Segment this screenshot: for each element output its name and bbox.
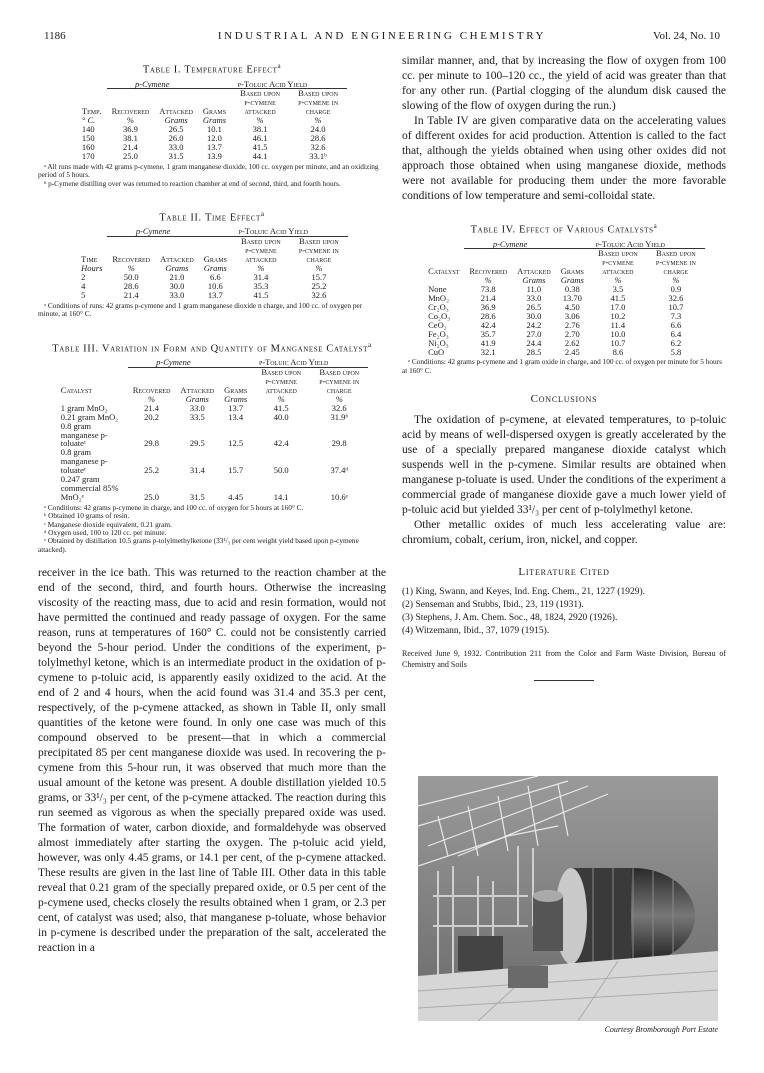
figure-credit: Courtesy Bromborough Port Estate	[604, 1025, 718, 1034]
table-footnote: ᵈ Oxygen used, 100 to 120 cc. per minute.	[44, 528, 167, 538]
data-table	[77, 80, 347, 161]
table-cell: 1 gram MnO₂	[60, 402, 108, 413]
table-cell: 36.9	[122, 124, 138, 135]
unit-cell: Grams	[164, 115, 188, 126]
cymene-group-label: p-Cymene	[107, 80, 198, 89]
table-cell: 50.0	[273, 465, 289, 476]
table-cell: 170	[81, 150, 95, 161]
plant-photograph-image	[418, 776, 718, 1021]
table-cell: 26.5	[168, 124, 184, 135]
table-1-block	[38, 62, 386, 188]
table-footnotes	[38, 302, 386, 319]
table-cell: 26.5	[526, 301, 542, 312]
table-cell: 27.0	[526, 328, 542, 339]
column-header: Grams	[202, 106, 227, 117]
table-cell: 28.6	[310, 133, 326, 144]
table-caption-number: Table II.	[159, 212, 202, 224]
column-header: Based upon p-cymene in charge	[298, 88, 339, 117]
table-cell: 0.38	[564, 284, 580, 295]
table-cell: 21.4	[123, 289, 139, 300]
table-cell: 28.6	[123, 281, 139, 291]
running-header	[44, 30, 720, 46]
table-caption-title: Time Effect	[204, 212, 261, 224]
table-cell: 33.0	[169, 289, 185, 300]
yield-group-label: p-Toluic Acid Yield	[556, 240, 705, 249]
table-cell: 38.1	[122, 133, 138, 144]
unit-cell: %	[277, 393, 285, 404]
table-cell: 10.2	[610, 310, 626, 321]
table-cell: 35.3	[253, 281, 269, 291]
table-cell: 6.6	[209, 272, 221, 283]
unit-cell: %	[127, 263, 135, 274]
column-header: Based upon p-cymene attacked	[240, 88, 280, 117]
table-cell: Fe₂O₃	[428, 328, 449, 339]
table-cell: 29.8	[331, 438, 347, 449]
table-row	[423, 303, 705, 312]
table-footnote: ᵃ All runs made with 42 grams p-cymene, 1 gram manganese dioxide, 100 cc. oxygen per minute, and an oxidizing period of 5 hours.	[38, 161, 379, 180]
table-cell: 31.9ᵇ	[330, 411, 348, 422]
table-caption	[402, 222, 726, 236]
table-cell: MnO₂	[428, 293, 450, 304]
table-cell: 29.8	[144, 438, 160, 449]
table-cell: 0.9	[670, 284, 682, 295]
table-row	[423, 348, 705, 357]
body-paragraph: In Table IV are given comparative data on the accelerating values of different oxides for acid production. Attention is called to the fact that, although the yields obtained when using other oxides did not approach those obtained when using manganese dioxide, methods were not available for producing them under the more favorable conditions of low temperature and semi-colloidal state.	[402, 115, 726, 202]
yield-group-label: p-Toluic Acid Yield	[198, 80, 347, 89]
reference-item: (3) Stephens, J. Am. Chem. Soc., 48, 1824, 2920 (1926).	[402, 613, 618, 624]
table-row	[77, 152, 347, 161]
table-column-header	[423, 249, 705, 276]
table-cell: 3.06	[564, 310, 580, 321]
table-cell: 0.8 gram manganese p-toluateᶜ	[60, 447, 108, 476]
table-cell: 21.4	[144, 402, 160, 413]
table-column-header	[77, 89, 347, 116]
cymene-group-label: p-Cymene	[107, 227, 198, 236]
table-caption	[38, 341, 386, 355]
unit-cell: Grams	[522, 275, 546, 286]
table-cell: 2.76	[564, 319, 580, 330]
left-column	[38, 54, 386, 956]
table-cell: 4.50	[564, 301, 580, 312]
table-cell: 33.1ᵇ	[309, 150, 327, 161]
table-cell: 41.5	[273, 402, 289, 413]
unit-cell: %	[315, 263, 323, 274]
table-caption-title: Temperature Effect	[184, 64, 278, 76]
body-paragraph: receiver in the ice bath. This was returned to the reaction chamber at the end of the second, third, and fourth hours. Otherwise the increasing viscosity of the reacting mass, due to acid and resin formation, would not have permitted the continued and ready passage of oxygen. For the same reason, runs at temperatures of 160° C. could not be consistently carried beyond the 5-hour period. Under the conditions of the experiment, p-tolylmethyl ketone, which is an intermediate product in the oxidation of p-cymene to p-toluic acid, is apparently easily oxidized to the acid. At the end of 2 and 4 hours, when the acid found was 31.4 and 35.3 per cent, respectively, of the p-cymene attacked, as shown in Table II, only small quantities of the ketone were found. In only one case was much of this compound observed to be present—that in which a commercial precipitated 85 per cent manganese dioxide was used. In recovering the p-cymene from this 5-hour run, it was observed that much more than the usual amount of the ketone was present. A double distillation yielded 10.5 grams, or 33¹/₃ per cent, of the p-cymene attacked. The reaction during this run seemed as vigorous as when the specially prepared oxide was used. The formation of water, carbon dioxide, and formaldehyde was observed almost immediately after starting the oxygen. The p-toluic acid yield, however, was only 4.45 grams, or 14.1 per cent, of the p-cymene attacked. These results are given in the last line of Table III. Other data in this table reveal that 0.21 gram of the specially prepared oxide, or 0.5 per cent of the p-cymene used, checks closely the results obtained when 1 gram, or 2.3 per cent, of catalyst was used; also, that manganese p-toluate, whose behavior in p-cymene is described under the preparation of the salt, accelerated the reaction in a	[38, 567, 386, 955]
table-cell: 5	[81, 289, 86, 300]
table-cell: 15.7	[228, 465, 244, 476]
table-cell: 11.0	[526, 284, 542, 295]
table-row	[56, 448, 368, 475]
table-footnote: ᵇ p-Cymene distilling over was returned to reaction chamber at end of second, third, and fourth hours.	[44, 178, 341, 188]
table-cell: 13.70	[562, 293, 582, 304]
table-cell: 17.0	[610, 301, 626, 312]
table-cell: 6.4	[670, 328, 682, 339]
table-cell: 33.5	[189, 411, 205, 422]
left-body-text	[38, 566, 386, 956]
table-cell: 10.1	[207, 124, 222, 135]
column-header: Attacked	[517, 266, 551, 277]
column-header: Attacked	[160, 254, 194, 265]
page-number: 1186	[44, 30, 66, 42]
table-cell: 40.0	[273, 411, 289, 422]
table-cell: 41.5	[610, 293, 626, 304]
column-header: Recovered	[111, 106, 150, 117]
table-cell: 31.5	[189, 491, 205, 502]
table-cell: 35.7	[480, 328, 496, 339]
table-cell: 38.1	[252, 124, 268, 135]
table-footnotes	[402, 358, 726, 375]
unit-cell: %	[126, 115, 134, 126]
table-cell: 6.6	[670, 319, 682, 330]
unit-cell: Grams	[203, 263, 227, 274]
unit-cell: Grams	[202, 115, 227, 126]
table-cell: 20.2	[144, 411, 160, 422]
table-cell: 21.4	[122, 141, 138, 152]
column-header: Catalyst	[428, 266, 460, 277]
table-caption-footnote-mark: a	[277, 62, 282, 70]
table-cell: 33.0	[189, 402, 205, 413]
table-cell: 12.0	[207, 133, 222, 144]
plant-photograph	[418, 776, 718, 1021]
table-cell: 0.247 gram commercial 85% MnO₂ᵉ	[60, 474, 119, 502]
table-cell: 41.5	[253, 289, 269, 300]
reference-item: (1) King, Swann, and Keyes, Ind. Eng. Chem., 21, 1227 (1929).	[402, 587, 646, 598]
table-caption-footnote-mark: a	[368, 340, 372, 349]
table-cell: 41.5	[252, 141, 268, 152]
table-cell: 0.8 gram manganese p-toluateᶜ	[60, 420, 108, 449]
table-row	[56, 475, 368, 502]
column-header: Attacked	[180, 384, 215, 395]
data-table	[423, 240, 705, 357]
unit-cell: Hours	[81, 263, 103, 274]
unit-cell: Grams	[560, 275, 584, 286]
table-cell: None	[428, 284, 447, 295]
column-header: Temp.	[81, 106, 102, 117]
body-paragraph: similar manner, and, that by increasing the flow of oxygen from 100 cc. per minute to 100–120 cc., the yield of acid was greater than that for any other run. (Partial clogging of the alundum disk caused the slowing of the flow of oxygen during the run.)	[402, 55, 726, 112]
body-paragraph: Other metallic oxides of much less accelerating value are: chromium, cobalt, cerium, iron, nickel, and copper.	[402, 519, 726, 547]
column-header: Based upon p-cymene attacked	[597, 248, 638, 277]
yield-group-label: p-Toluic Acid Yield	[219, 358, 368, 367]
table-4-block	[402, 222, 726, 375]
column-header: Recovered	[132, 384, 171, 395]
table-caption	[38, 62, 386, 76]
table-column-header	[56, 368, 368, 395]
unit-cell: %	[148, 393, 156, 404]
unit-cell: %	[314, 115, 322, 126]
table-cell: 10.6	[207, 281, 223, 291]
table-caption-number: Table IV.	[470, 224, 516, 236]
reference-item: (4) Witzemann, Ibid., 37, 1079 (1915).	[402, 626, 550, 637]
table-cell: 46.1	[252, 133, 268, 144]
table-cell: 25.0	[122, 150, 138, 161]
table-row	[423, 321, 705, 330]
conclusions-text	[402, 413, 726, 548]
column-header: Recovered	[112, 254, 151, 265]
table-footnote: ᵇ Obtained 10 grams of resin.	[44, 511, 130, 521]
table-column-header	[76, 237, 348, 264]
table-cell: 25.2	[144, 465, 160, 476]
table-caption-footnote-mark: a	[260, 209, 265, 218]
table-cell: 10.7	[668, 301, 684, 312]
table-cell: Ni₂O₃	[428, 337, 449, 348]
table-caption-number: Table III.	[52, 343, 99, 355]
table-row	[56, 413, 368, 422]
table-cell: 29.5	[189, 438, 205, 449]
table-cell: 42.4	[480, 319, 496, 330]
unit-cell: %	[256, 115, 264, 126]
reference-list	[402, 586, 726, 638]
table-cell: 10.6ᵉ	[330, 491, 348, 502]
table-footnotes	[38, 504, 386, 554]
table-cell: 33.0	[526, 293, 542, 304]
table-cell: 30.0	[169, 281, 185, 291]
table-footnote: ᵉ Obtained by distillation 10.5 grams p-tolylmethylketone (33¹/₃ per cent weight yield based upon p-cymene attacked).	[38, 536, 359, 554]
data-table	[76, 227, 348, 299]
conclusions-heading: Conclusions	[530, 393, 598, 406]
table-caption-title: Effect of Various Catalysts	[518, 224, 654, 236]
table-caption-footnote-mark: a	[653, 222, 658, 230]
table-cell: Co₂O₃	[428, 310, 451, 321]
table-cell: 73.8	[480, 284, 496, 295]
table-cell: 5.8	[670, 346, 682, 357]
body-paragraph: The oxidation of p-cymene, at elevated temperatures, to p-toluic acid by means of well-dispersed oxygen is greatly accelerated by the use of a specially prepared manganese dioxide catalyst which suspends well in the p-cymene. Similar results are obtained when manganese p-toluate is used. Under the conditions of the experiment a commercial grade of manganese dioxide gave a much lower yield of p-toluic acid but yielded 33¹/₃ per cent of p-tolylmethyl ketone.	[402, 414, 726, 517]
table-cell: Cr₂O₃	[428, 301, 449, 312]
table-2-block	[38, 210, 386, 319]
table-cell: 31.4	[253, 272, 269, 283]
table-cell: 33.0	[168, 141, 184, 152]
table-caption-title: Variation in Form and Quantity of Manganese Catalyst	[101, 343, 369, 355]
table-caption-number: Table I.	[142, 64, 182, 76]
data-table	[56, 358, 368, 502]
right-column	[402, 54, 726, 681]
table-cell: 24.4	[526, 337, 542, 348]
journal-title: INDUSTRIAL AND ENGINEERING CHEMISTRY	[217, 30, 547, 42]
table-row	[423, 339, 705, 348]
table-cell: 24.0	[310, 124, 326, 135]
table-cell: 41.9	[480, 337, 496, 348]
table-footnotes	[38, 163, 386, 188]
table-cell: 32.6	[311, 289, 327, 300]
table-footnote: ᵃ Conditions: 42 grams p-cymene and 1 gram oxide in charge, and 100 cc. of oxygen per minute for 5 hours at 160° C.	[402, 357, 722, 375]
column-header: Grams	[224, 384, 248, 395]
table-cell: 13.7	[207, 141, 222, 152]
column-header: Based upon p-cymene in charge	[298, 236, 339, 265]
column-header: Grams	[203, 254, 227, 265]
unit-cell: %	[484, 275, 492, 286]
cymene-group-label: p-Cymene	[128, 358, 219, 367]
table-cell: 13.4	[228, 411, 244, 422]
unit-cell: Grams	[224, 393, 248, 404]
table-cell: 32.1	[480, 346, 496, 357]
table-cell: 2.62	[564, 337, 580, 348]
column-header: Based upon p-cymene attacked	[261, 367, 302, 395]
table-cell: 11.4	[610, 319, 626, 330]
table-units-row	[423, 276, 705, 285]
table-footnote: ᵃ Conditions: 42 grams p-cymene in charge, and 100 cc. of oxygen for 5 hours at 160° C.	[44, 502, 304, 512]
received-note: Received June 9, 1932. Contribution 211 from the Color and Farm Waste Division, Bureau of Chemistry and Soils	[402, 649, 726, 670]
yield-group-label: p-Toluic Acid Yield	[199, 227, 348, 236]
table-cell: 25.2	[311, 281, 327, 291]
table-cell: 2	[81, 272, 86, 283]
column-header: Time	[81, 254, 98, 265]
table-cell: 50.0	[123, 272, 139, 283]
table-cell: 10.0	[610, 328, 626, 339]
table-cell: 12.5	[228, 438, 244, 449]
right-body-text	[402, 54, 726, 204]
table-cell: 32.6	[310, 141, 326, 152]
table-row	[423, 312, 705, 321]
table-row	[423, 294, 705, 303]
table-cell: 4	[81, 281, 86, 291]
table-cell: 14.1	[273, 491, 289, 502]
table-cell: 36.9	[480, 301, 496, 312]
table-cell: 160	[81, 141, 95, 152]
divider	[534, 680, 594, 681]
table-cell: CeO₂	[428, 319, 447, 330]
table-cell: 31.4	[189, 465, 205, 476]
table-cell: 30.0	[526, 310, 542, 321]
table-cell: 32.6	[331, 402, 347, 413]
table-cell: 28.5	[526, 346, 542, 357]
unit-cell: Grams	[185, 393, 209, 404]
column-header: Recovered	[469, 266, 508, 277]
table-cell: 7.3	[670, 310, 682, 321]
table-footnote: ᶜ Manganese dioxide equivalent, 0.21 gram.	[44, 519, 172, 529]
table-cell: 28.6	[480, 310, 496, 321]
table-cell: 10.7	[610, 337, 626, 348]
table-row	[76, 291, 348, 300]
column-header: Attacked	[159, 106, 193, 117]
table-cell: 2.70	[564, 328, 580, 339]
table-cell: 13.9	[207, 150, 222, 161]
table-footnote: ᵃ Conditions of runs: 42 grams p-cymene and 1 gram manganese dioxide n charge, and 100 cc. of oxygen per minute, at 160° C.	[38, 300, 363, 319]
table-cell: 21.0	[169, 272, 185, 283]
table-cell: 26.0	[168, 133, 184, 144]
table-cell: 6.2	[670, 337, 682, 348]
table-cell: 15.7	[311, 272, 327, 283]
table-cell: 2.45	[564, 346, 580, 357]
table-cell: 0.21 gram MnO₂	[60, 411, 119, 422]
table-cell: CuO	[428, 346, 445, 357]
column-header: Grams	[560, 266, 584, 277]
table-cell: 8.6	[612, 346, 624, 357]
table-cell: 21.4	[480, 293, 496, 304]
table-cell: 37.4ᵈ	[330, 465, 348, 476]
table-cell: 13.7	[228, 402, 244, 413]
unit-cell: Grams	[165, 263, 189, 274]
unit-cell: %	[335, 393, 343, 404]
column-header: Based upon p-cymene in charge	[319, 367, 360, 395]
table-cell: 150	[81, 133, 95, 144]
table-cell: 24.2	[526, 319, 542, 330]
table-cell: 140	[81, 124, 95, 135]
volume-label: Vol. 24, No. 10	[652, 30, 720, 42]
table-row	[56, 422, 368, 449]
table-3-block	[38, 341, 386, 555]
table-row	[423, 330, 705, 339]
literature-heading: Literature Cited	[518, 566, 610, 579]
column-header: Based upon p-cymene in charge	[655, 248, 696, 277]
unit-cell: %	[614, 275, 622, 286]
cymene-group-label: p-Cymene	[464, 240, 555, 249]
table-cell: 4.45	[228, 491, 244, 502]
table-cell: 42.4	[273, 438, 289, 449]
column-header: Based upon p-cymene attacked	[240, 236, 281, 265]
reference-item: (2) Senseman and Stubbs, Ibid., 23, 119 (1931).	[402, 600, 584, 611]
table-cell: 44.1	[252, 150, 268, 161]
table-cell: 13.7	[207, 289, 223, 300]
column-header: Catalyst	[60, 384, 93, 395]
table-cell: 3.5	[612, 284, 624, 295]
table-cell: 31.5	[168, 150, 184, 161]
unit-cell: %	[257, 263, 265, 274]
unit-cell: %	[672, 275, 680, 286]
table-cell: 32.6	[668, 293, 684, 304]
table-cell: 25.0	[144, 491, 160, 502]
unit-cell: ° C.	[81, 115, 96, 126]
table-caption	[38, 210, 386, 224]
